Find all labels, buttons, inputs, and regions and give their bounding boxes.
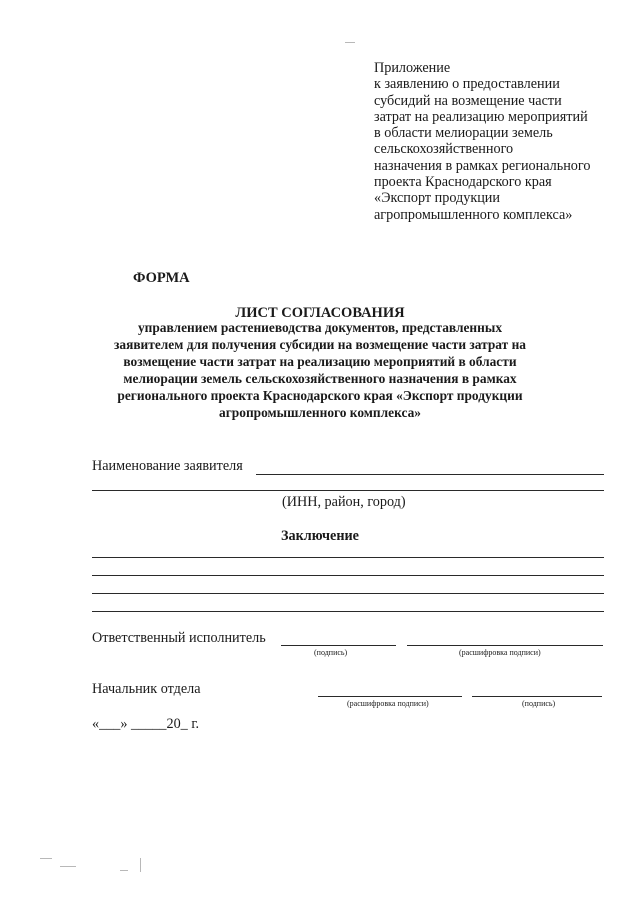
subtitle-line: заявителем для получения субсидии на возмещение части затрат на bbox=[114, 336, 526, 352]
subtitle-line: регионального проекта Краснодарского края «Экспорт продукции bbox=[117, 387, 523, 403]
department-head-decoding-line[interactable] bbox=[318, 696, 462, 697]
appendix-line: в области мелиорации земель bbox=[374, 125, 553, 142]
responsible-decoding-hint: (расшифровка подписи) bbox=[459, 648, 541, 657]
scan-speck bbox=[40, 858, 52, 859]
conclusion-line[interactable] bbox=[92, 593, 604, 594]
responsible-signature-hint: (подпись) bbox=[314, 648, 348, 657]
conclusion-line[interactable] bbox=[92, 611, 604, 612]
department-head-signature-hint: (подпись) bbox=[522, 699, 556, 708]
scan-speck bbox=[345, 42, 355, 43]
form-label: ФОРМА bbox=[133, 270, 190, 286]
department-head-signature-line[interactable] bbox=[472, 696, 602, 697]
applicant-name-line[interactable] bbox=[256, 474, 604, 475]
appendix-line: «Экспорт продукции bbox=[374, 190, 500, 207]
responsible-decoding-line[interactable] bbox=[407, 645, 603, 646]
department-head-decoding-hint: (расшифровка подписи) bbox=[347, 699, 429, 708]
department-head-label: Начальник отдела bbox=[92, 681, 201, 697]
conclusion-line[interactable] bbox=[92, 557, 604, 558]
responsible-signature-line[interactable] bbox=[281, 645, 396, 646]
scan-speck bbox=[140, 858, 141, 872]
scan-speck bbox=[60, 866, 76, 867]
subtitle-line: агропромышленного комплекса» bbox=[219, 404, 421, 420]
conclusion-line[interactable] bbox=[92, 575, 604, 576]
appendix-block bbox=[374, 60, 636, 223]
subtitle-line: возмещение части затрат на реализацию мероприятий в области bbox=[123, 353, 517, 369]
subtitle-line: мелиорации земель сельскохозяйственного назначения в рамках bbox=[123, 370, 517, 386]
subtitle-line: управлением растениеводства документов, представленных bbox=[137, 320, 503, 335]
appendix-line: субсидий на возмещение части bbox=[374, 92, 562, 109]
appendix-line: агропромышленного комплекса» bbox=[374, 206, 573, 223]
applicant-hint: (ИНН, район, город) bbox=[282, 494, 406, 510]
appendix-line: проекта Краснодарского края bbox=[374, 174, 552, 191]
appendix-line: затрат на реализацию мероприятий bbox=[374, 108, 588, 125]
scan-speck bbox=[120, 870, 128, 871]
document-title: ЛИСТ СОГЛАСОВАНИЯ bbox=[235, 305, 405, 321]
appendix-line: к заявлению о предоставлении bbox=[374, 76, 560, 93]
applicant-name-line-2[interactable] bbox=[92, 490, 604, 491]
appendix-line: Приложение bbox=[374, 60, 451, 76]
applicant-label: Наименование заявителя bbox=[92, 458, 243, 474]
appendix-line: сельскохозяйственного bbox=[374, 141, 514, 158]
date-line[interactable]: «___» _____20_ г. bbox=[92, 716, 200, 732]
appendix-line: назначения в рамках регионального bbox=[374, 157, 591, 174]
document-subtitle bbox=[80, 320, 560, 421]
conclusion-heading: Заключение bbox=[281, 528, 359, 544]
responsible-label: Ответственный исполнитель bbox=[92, 630, 266, 646]
